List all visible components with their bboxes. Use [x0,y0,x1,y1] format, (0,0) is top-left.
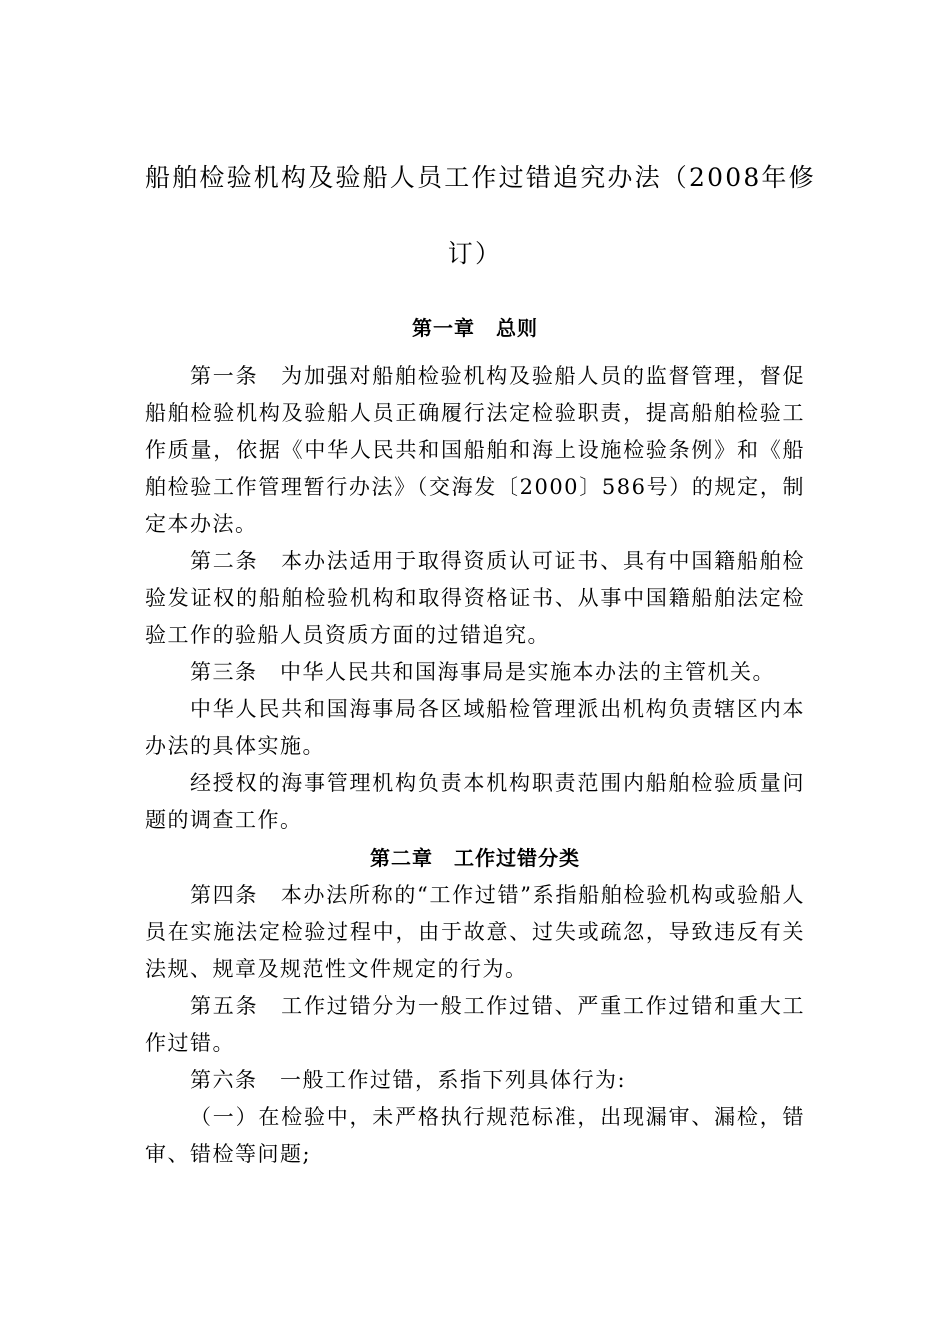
article-3: 第三条 中华人民共和国海事局是实施本办法的主管机关。 [190,660,775,684]
article-1: 第一条 为加强对船舶检验机构及验船人员的监督管理，督促船舶检验机构及验船人员正确履行法定检验职责，提高船舶检验工作质量，依据《中华人民共和国船舶和海上设施检验条例》和《船舶检验工作管理暂行办法》（交海发〔2000〕586号）的规定，制定本办法。 [145,364,805,536]
article-3-paragraph-3: 经授权的海事管理机构负责本机构职责范围内船舶检验质量问题的调查工作。 [145,771,805,832]
document-title-line-1: 船舶检验机构及验船人员工作过错追究办法（2008年修 [145,163,816,192]
document-page [145,0,816,1344]
article-5: 第五条 工作过错分为一般工作过错、严重工作过错和重大工作过错。 [145,994,805,1055]
article-2: 第二条 本办法适用于取得资质认可证书、具有中国籍船舶检验发证权的船舶检验机构和取得资格证书、从事中国籍船舶法定检验工作的验船人员资质方面的过错追究。 [145,549,805,647]
chapter-1-heading: 第一章 总则 [412,316,538,340]
document-body [145,358,805,1173]
article-4: 第四条 本办法所称的“工作过错”系指船舶检验机构或验船人员在实施法定检验过程中，由于故意、过失或疏忽，导致违反有关法规、规章及规范性文件规定的行为。 [145,883,805,981]
article-3-paragraph-2: 中华人民共和国海事局各区域船检管理派出机构负责辖区内本办法的具体实施。 [145,697,805,758]
document-title-line-2: 订） [447,239,503,268]
article-6-item-1: （一）在检验中，未严格执行规范标准，出现漏审、漏检，错审、错检等问题; [145,1105,805,1166]
chapter-2-heading: 第二章 工作过错分类 [370,846,580,870]
article-6: 第六条 一般工作过错，系指下列具体行为: [190,1068,627,1092]
